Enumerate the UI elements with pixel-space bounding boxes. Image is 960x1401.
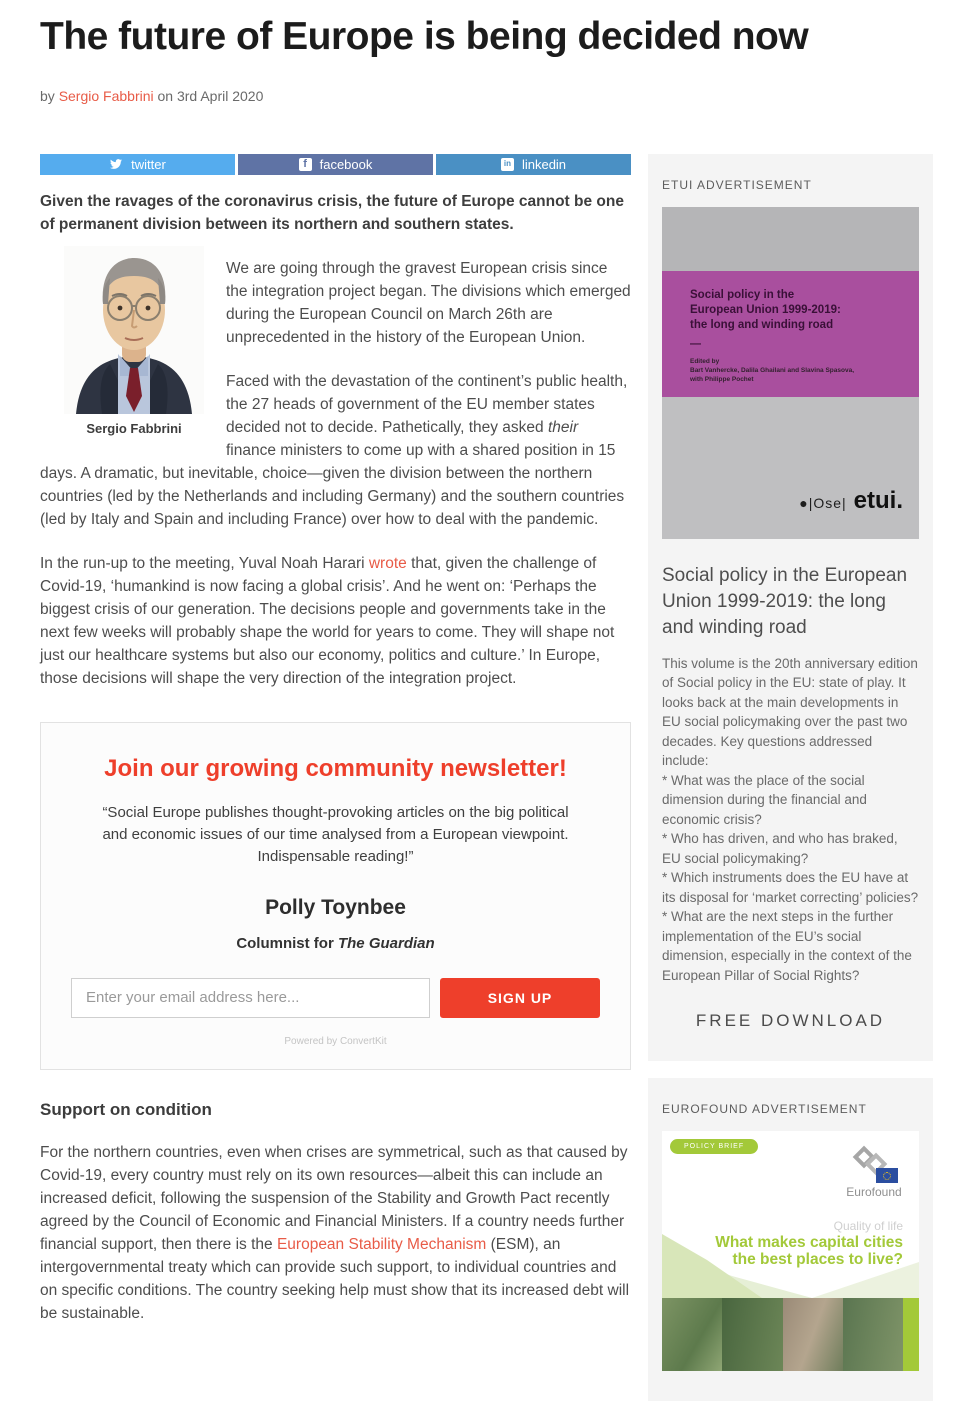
etui-ad-heading: Social policy in the European Union 1999-2019: the long and winding road [662, 564, 908, 638]
etui-ad-bullet: * Who has driven, and who has braked, EU social policymaking? [662, 831, 898, 866]
ose-logo: ●|Ose| [799, 494, 847, 511]
author-photo [64, 246, 204, 436]
policy-brief-badge: POLICY BRIEF [670, 1139, 758, 1154]
eurofound-ad-label: EUROFOUND ADVERTISEMENT [662, 1102, 867, 1117]
eurofound-title: What makes capital cities the best places to live? [715, 1234, 903, 1269]
eurofound-logo [841, 1147, 907, 1199]
book-cover-title-band: Social policy in the European Union 1999-2019: the long and winding road — Edited by Bart Vanhercke, Dalila Ghailani and Slavina Spasova, with Philippe Pochet [662, 271, 919, 397]
article-header [40, 14, 933, 104]
paragraph-4: For the northern countries, even when crises are symmetrical, such as that caused by Covid-19, every country must rely on its own resources—albeit this can include an increased deficit, following the suspension of the Stability and Growth Pact recently agreed by the Council of Economic and Financial Ministers. If a country needs further financial support, then there is the European Stability Mechanism (ESM), an intergovernmental treaty which can provide such support, to individual countries and on specific conditions. The country seeking help must show that its increased debt will be sustainable. [40, 1143, 630, 1322]
etui-ad-box [648, 154, 933, 1062]
standfirst: Given the ravages of the coronavirus crisis, the future of Europe cannot be one of permanent division between its northern and southern states. [40, 192, 624, 233]
photo-strip [662, 1298, 919, 1371]
sidebar [648, 154, 933, 1401]
publisher-logos [799, 487, 903, 515]
facebook-icon: f [299, 158, 312, 171]
etui-ad-bullet: * Which instruments does the EU have at its disposal for ‘market correcting’ policies? [662, 870, 919, 905]
author-portrait-image [64, 246, 204, 414]
italic-their: their [547, 418, 579, 436]
etui-ad-bullet: * What was the place of the social dimension during the financial and economic crisis? [662, 772, 867, 827]
newsletter-form [71, 978, 600, 1018]
harari-wrote-link[interactable]: wrote [368, 554, 407, 572]
email-input[interactable] [71, 978, 430, 1018]
share-linkedin-button[interactable] [436, 154, 631, 175]
share-twitter-label: twitter [131, 156, 166, 172]
byline-prefix: by [40, 87, 59, 104]
byline-date: on 3rd April 2020 [153, 87, 264, 104]
powered-by-link[interactable]: Powered by ConvertKit [284, 1035, 387, 1047]
eu-flag-icon [876, 1168, 898, 1183]
newsletter-quote: “Social Europe publishes thought-provoking articles on the big political and economic issues of our time analysed from a European viewpoint. Indispensable reading!” [102, 803, 569, 865]
esm-link[interactable]: European Stability Mechanism [276, 1235, 487, 1253]
section-heading-support-on-condition: Support on condition [40, 1099, 212, 1119]
sign-up-button[interactable]: SIGN UP [440, 978, 600, 1018]
cover-edited-by: Edited by Bart Vanhercke, Dalila Ghailani and Slavina Spasova, with Philippe Pochet [690, 357, 855, 383]
author-caption: Sergio Fabbrini [86, 420, 182, 436]
share-facebook-label: facebook [319, 156, 373, 172]
eurofound-kicker: Quality of life [833, 1219, 903, 1234]
page-title: The future of Europe is being decided now [40, 15, 809, 58]
publication-name: The Guardian [337, 934, 435, 952]
etui-ad-label: ETUI ADVERTISEMENT [662, 177, 812, 192]
eurofound-brand-text: Eurofound [846, 1185, 902, 1200]
share-linkedin-label: linkedin [521, 156, 567, 172]
etui-logo: etui. [853, 486, 903, 514]
paragraph-3: In the run-up to the meeting, Yuval Noah Harari wrote that, given the challenge of Covid-19, ‘humankind is now facing a global crisis’. And he went on: ‘Perhaps the biggest crisis of our generation. The decisions people and governments take in the next few weeks will probably shape the world for years to come. They will shape not just our healthcare systems but also our economy, politics and culture.’ In Europe, those decisions will shape the very direction of the integration project. [40, 554, 615, 687]
share-row [40, 154, 631, 175]
byline [40, 88, 933, 104]
linkedin-icon: in [501, 158, 514, 171]
eurofound-cover[interactable] [662, 1131, 919, 1371]
book-cover-bottom-band [662, 397, 919, 539]
newsletter-signup-box [40, 722, 631, 1070]
eurofound-logo-mark [852, 1147, 896, 1181]
paragraph-2: Faced with the devastation of the continent’s public health, the 27 heads of government of the EU member states decided not to decide. Pathetically, they asked their finance ministers to come up with a shared position in 15 days. A dramatic, but inevitable, choice—given the division between the northern countries (led by the Netherlands and including Germany) and the southern countries (led by Italy and Spain and including France) over how to deal with the pandemic. [40, 372, 628, 528]
author-link[interactable]: Sergio Fabbrini [58, 87, 154, 104]
newsletter-endorser: Polly Toynbee [265, 895, 406, 919]
twitter-icon [109, 158, 123, 170]
etui-ad-bullet: * What are the next steps in the further implementation of the EU’s social dimension, especially in the context of the European Pillar of Social Rights? [662, 909, 912, 983]
eurofound-ad-box [648, 1078, 933, 1401]
etui-book-cover[interactable] [662, 207, 919, 539]
article-main [40, 154, 631, 1325]
share-facebook-button[interactable] [238, 154, 433, 175]
free-download-link[interactable]: FREE DOWNLOAD [695, 1011, 886, 1031]
etui-ad-description: This volume is the 20th anniversary edition of Social policy in the EU: state of play. It looks back at the main developments in EU social policymaking over the past two decades. Key questions addressed include: [662, 655, 918, 769]
share-twitter-button[interactable] [40, 154, 235, 175]
newsletter-heading: Join our growing community newsletter! [104, 754, 567, 782]
content-grid [40, 154, 933, 1401]
book-cover-top-band [662, 207, 919, 271]
cover-dash: — [690, 337, 701, 350]
paragraph-1: We are going through the gravest European crisis since the integration project began. The divisions which emerged during the European Council on March 26th are unprecedented in the history of the European Union. [226, 259, 631, 346]
newsletter-endorser-role: Columnist for The Guardian [236, 934, 435, 952]
